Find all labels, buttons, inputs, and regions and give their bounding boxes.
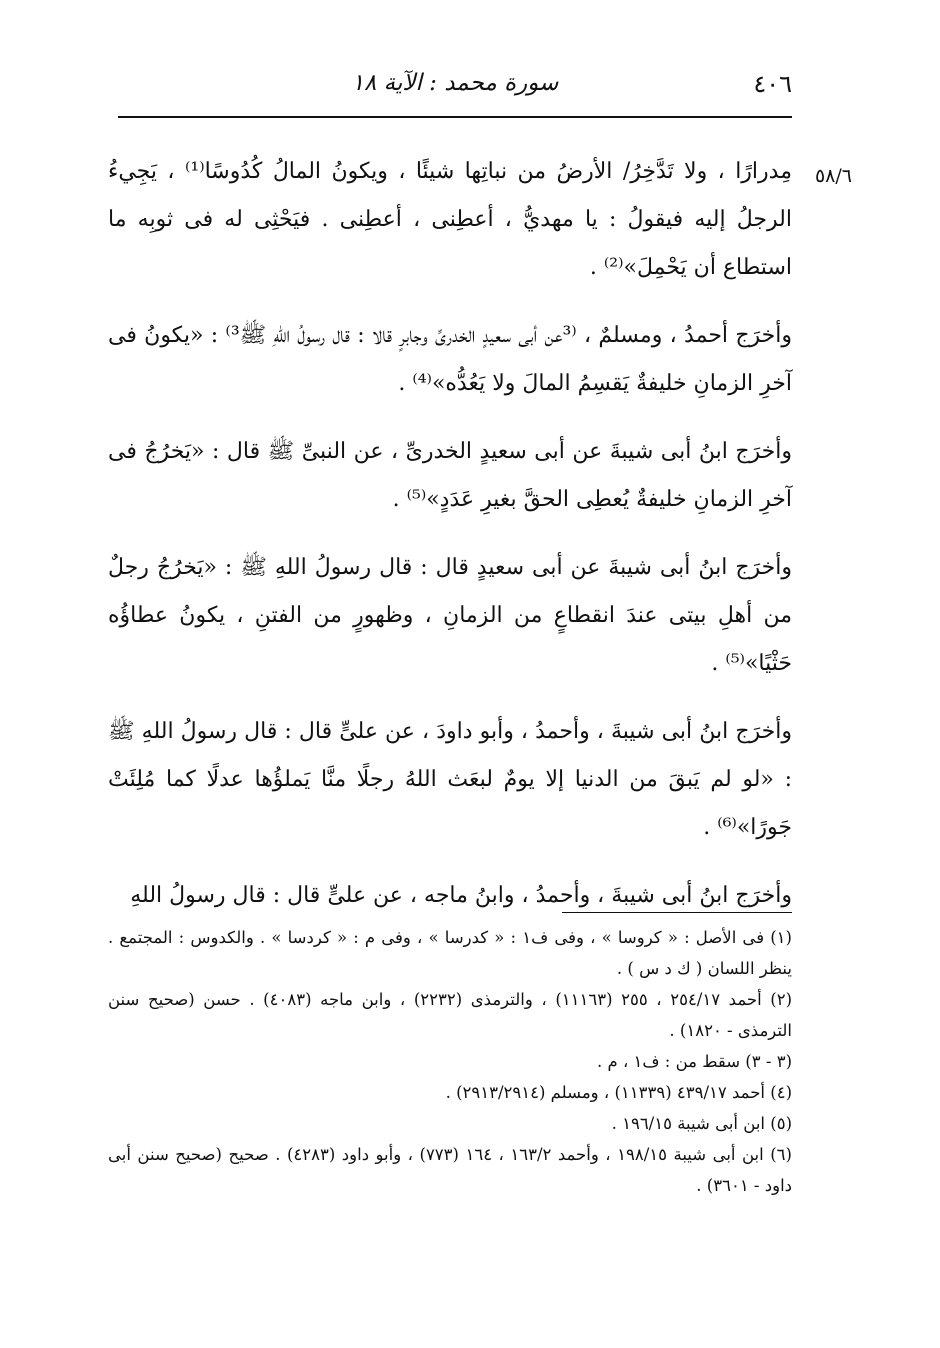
paragraph: وأخرَج ابنُ أبى شيبةَ ، وأحمدُ ، وابنُ ماجه ، عن علىٍّ قال : قال رسولُ اللهِ	[130, 883, 792, 908]
running-title: سورة محمد : الآية ١٨	[351, 70, 559, 96]
margin-reference: ٥٨/٦	[814, 165, 852, 187]
page-header	[118, 70, 792, 110]
footnote-separator	[562, 912, 792, 913]
footnote: (٥) ابن أبى شيبة ١٩٦/١٥ .	[611, 1114, 792, 1133]
footnote: (٣ - ٣) سقط من : ف١ ، م .	[597, 1052, 792, 1071]
paragraph: وأخرَج ابنُ أبى شيبةَ عن أبى سعيدٍ الخدرىِّ ، عن النبىِّ ﷺ قال : «يَخرُجُ فى آخرِ الزمانِ خليفةٌ يُعطِى الحقَّ بغيرِ عَدَدٍ»⁽⁵⁾ .	[108, 439, 792, 512]
main-text	[108, 148, 792, 940]
paragraph: وأخرَج أحمدُ ، ومسلمٌ ، ⁽³عن أبى سعيدٍ الخدرىِّ وجابرٍ قالا : قال رسولُ اللّٰهِ ﷺ³⁾ : «يكونُ فى آخرِ الزمانِ خليفةٌ يَقسِمُ المالَ ولا يَعُدُّه»⁽⁴⁾ .	[108, 323, 793, 396]
paragraph: وأخرَج ابنُ أبى شيبةَ عن أبى سعيدٍ قال : قال رسولُ اللهِ ﷺ : «يَخرُجُ رجلٌ من أهلِ بيتى عندَ انقطاعٍ من الزمانِ ، وظهورٍ من الفتنِ ، يكونُ عطاؤُه حَثْيًا»⁽⁵⁾ .	[108, 555, 792, 676]
paragraph: وأخرَج ابنُ أبى شيبةَ ، وأحمدُ ، وأبو داودَ ، عن علىٍّ قال : قال رسولُ اللهِ ﷺ : «لو لم يَبقَ من الدنيا إلا يومٌ لبعَث اللهُ رجلًا منَّا يَملؤُها عدلًا كما مُلِئَتْ جَورًا»⁽⁶⁾ .	[108, 719, 792, 840]
footnote: (١) فى الأصل : « كروسا » ، وفى ف١ : « كدرسا » ، وفى م : « كردسا » . والكدوس : المجتمع . ينظر اللسان ( ك د س ) .	[108, 928, 792, 978]
footnote: (٤) أحمد ٤٣٩/١٧ (١١٣٣٩) ، ومسلم (٢٩١٣/٢٩١٤) .	[445, 1083, 792, 1102]
paragraph: مِدرارًا ، ولا تَدَّخِرُ/ الأرضُ من نباتِها شيئًا ، ويكونُ المالُ كُدُوسًا⁽¹⁾ ، يَجِيءُ الرجلُ إليه فيقولُ : يا مهديُّ ، أعطِنى ، أعطِنى . فيَحْثِى له فى ثوبِه ما استطاع أن يَحْمِلَ»⁽²⁾ .	[108, 159, 792, 280]
header-rule	[118, 116, 792, 118]
footnote: (٦) ابن أبى شيبة ١٩٨/١٥ ، وأحمد ١٦٣/٢ ، ١٦٤ (٧٧٣) ، وأبو داود (٤٢٨٣) . صحيح (صحيح سنن أبى داود - ٣٦٠١) .	[108, 1145, 792, 1195]
page-number: ٤٠٦	[753, 70, 792, 98]
footnotes	[108, 922, 792, 1201]
footnote: (٢) أحمد ٢٥٤/١٧ ، ٢٥٥ (١١١٦٣) ، والترمذى (٢٢٣٢) ، وابن ماجه (٤٠٨٣) . حسن (صحيح سنن الترمذى - ١٨٢٠) .	[108, 990, 793, 1040]
